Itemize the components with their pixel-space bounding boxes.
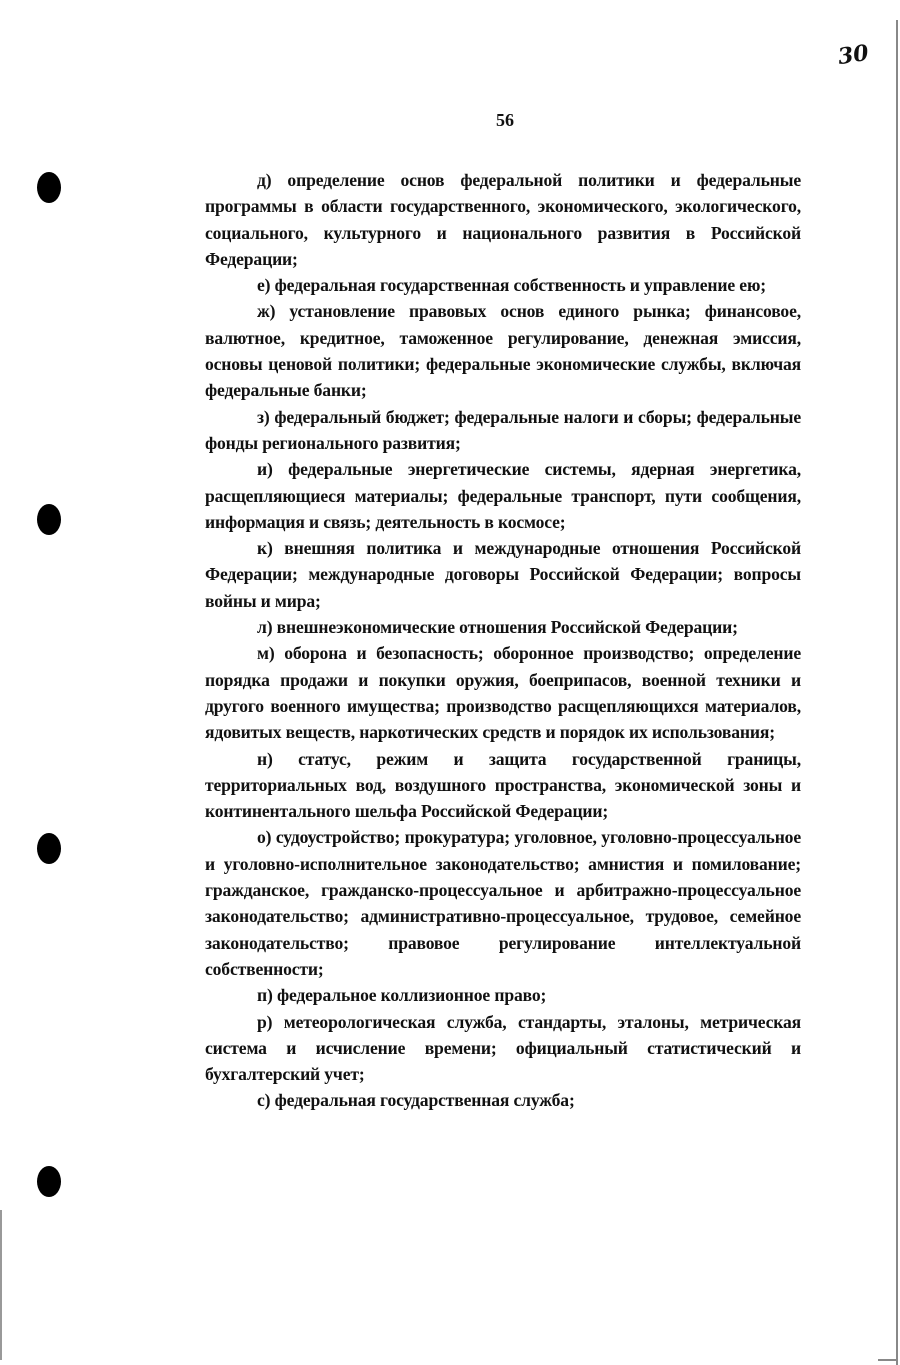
page-number: 56 [496,110,514,130]
list-item-k: к) внешняя политика и международные отношения Российской Федерации; международные договоры Российской Федерации; вопросы войны и мира; [205,538,801,611]
handwritten-page-mark: 30 [836,39,871,71]
list-item-p: п) федеральное коллизионное право; [257,985,547,1006]
page-edge-left [0,1210,2,1360]
page-edge-bottom [878,1359,898,1361]
list-item-r: р) метеорологическая служба, стандарты, эталоны, метрическая система и исчисление времени; официальный статистический и бухгалтерский учет; [205,1011,801,1085]
article-list [205,167,801,1114]
list-item-i: и) федеральные энергетические системы, ядерная энергетика, расщепляющиеся материалы; федеральные транспорт, пути сообщения, информация и связь; деятельность в космосе; [205,459,801,532]
punch-hole-icon [37,504,61,535]
list-item-m: м) оборона и безопасность; оборонное производство; определение порядка продажи и покупки оружия, боеприпасов, военной техники и другого военного имущества; производство расщепляющихся материалов, ядовитых веществ, наркотических средств и порядок их использования; [205,643,801,743]
list-item-o: о) судоустройство; прокуратура; уголовное, уголовно-процессуальное и уголовно-исполнительное законодательство; амнистия и помилование; гражданское, гражданско-процессуальное и арбитражно-процессуальное законодательство; административно-процессуальное, трудовое, семейное законодательство; правовое регулирование интеллектуальной собственности; [205,827,801,979]
list-item-d: д) определение основ федеральной политики и федеральные программы в области государственного, экономического, экологического, социального, культурного и национального развития в Российской Федерации; [205,170,801,269]
punch-hole-icon [37,172,61,203]
list-item-e: е) федеральная государственная собственность и управление ею; [257,275,766,296]
list-item-z: з) федеральный бюджет; федеральные налоги и сборы; федеральные фонды регионального развития; [205,406,801,453]
page-edge-right [896,20,898,1365]
list-item-s: с) федеральная государственная служба; [257,1090,575,1111]
punch-hole-icon [37,1166,61,1197]
list-item-n: н) статус, режим и защита государственной границы, территориальных вод, воздушного пространства, экономической зоны и континентального шельфа Российской Федерации; [205,748,801,822]
list-item-l: л) внешнеэкономические отношения Российской Федерации; [257,617,738,638]
list-item-zh: ж) установление правовых основ единого рынка; финансовое, валютное, кредитное, таможенное регулирование, денежная эмиссия, основы ценовой политики; федеральные экономические службы, включая федеральные банки; [205,301,801,401]
punch-hole-icon [37,833,61,864]
